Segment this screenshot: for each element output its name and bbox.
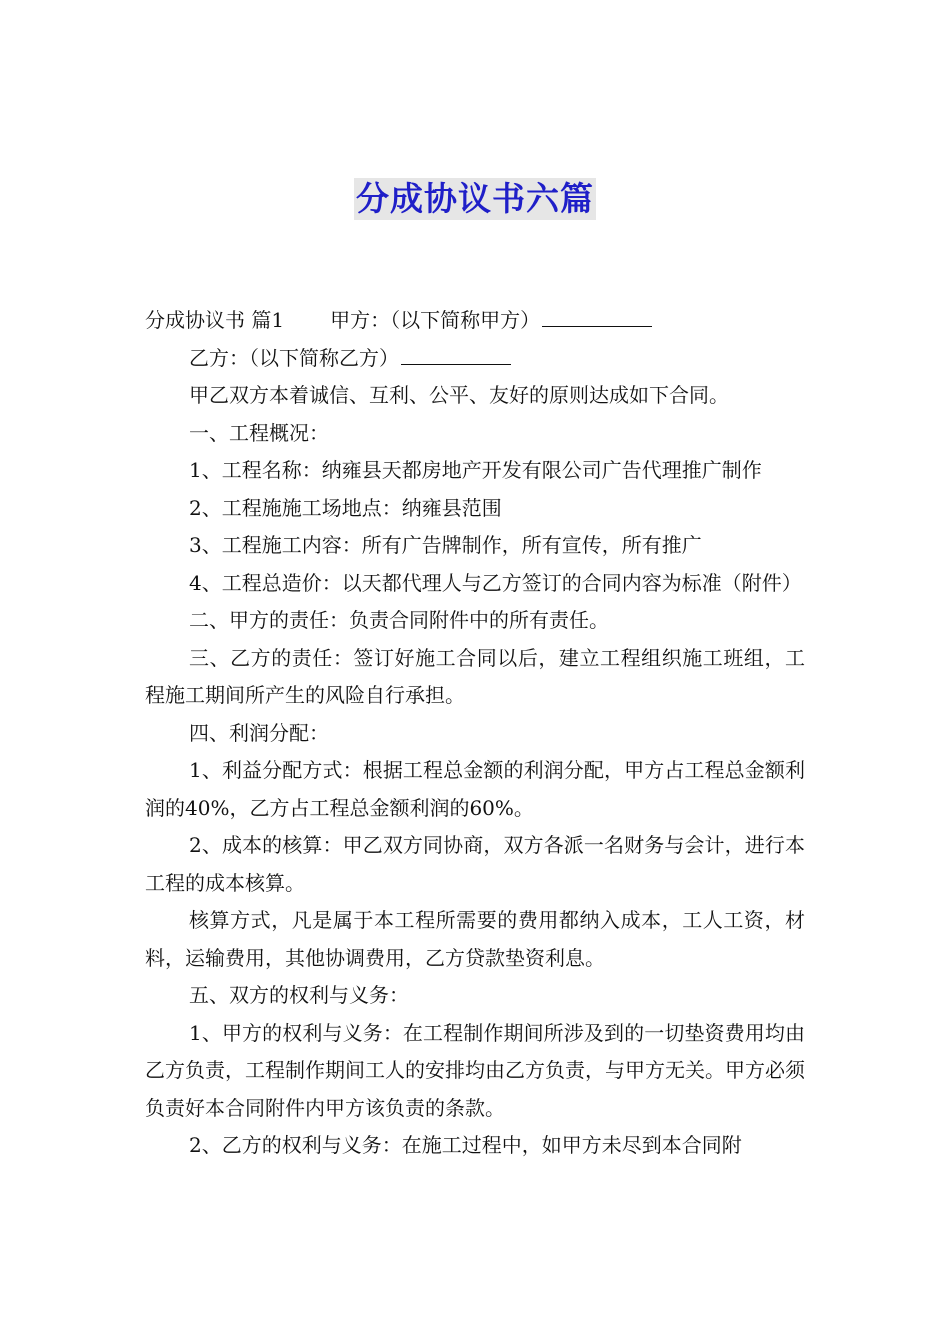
party-b-text: 乙方：（以下简称乙方） (189, 345, 399, 370)
paragraph: 2、工程施施工场地点：纳雍县范围 (189, 495, 502, 520)
title-container (0, 178, 950, 220)
paragraph: 3、工程施工内容：所有广告牌制作，所有宣传，所有推广 (189, 533, 702, 557)
section-heading: 四、利润分配： (189, 720, 329, 745)
paragraph: 4、工程总造价：以天都代理人与乙方签订的合同内容为标准（附件） (189, 570, 802, 595)
document-body (145, 302, 805, 1165)
paragraph: 三、乙方的责任：签订好施工合同以后，建立工程组织施工班组，工程施工期间所产生的风险自行承担。 (145, 645, 805, 707)
paragraph: 1、利益分配方式：根据工程总金额的利润分配，甲方占工程总金额利润的40%，乙方占工程总金额利润的60%。 (145, 758, 805, 820)
paragraph: 1、工程名称：纳雍县天都房地产开发有限公司广告代理推广制作 (189, 458, 762, 482)
party-a-blank-line (542, 306, 652, 327)
paragraph: 二、甲方的责任：负责合同附件中的所有责任。 (189, 608, 609, 632)
document-title: 分成协议书六篇 (356, 179, 594, 218)
paragraph: 甲乙双方本着诚信、互利、公平、友好的原则达成如下合同。 (189, 383, 729, 407)
paragraph: 2、乙方的权利与义务：在施工过程中，如甲方未尽到本合同附 (189, 1133, 742, 1157)
section-label: 分成协议书 篇1 (145, 308, 285, 332)
party-a-line (145, 302, 805, 340)
party-a-text: 甲方：（以下简称甲方） (330, 308, 541, 332)
paragraph: 核算方式，凡是属于本工程所需要的费用都纳入成本，工人工资，材料，运输费用，其他协调费用，乙方贷款垫资利息。 (145, 908, 805, 970)
party-b-line (145, 340, 805, 378)
party-b-blank-line (401, 344, 511, 365)
paragraph: 1、甲方的权利与义务：在工程制作期间所涉及到的一切垫资费用均由乙方负责，工程制作期间工人的安排均由乙方负责，与甲方无关。甲方必须负责好本合同附件内甲方该负责的条款。 (145, 1020, 805, 1120)
section-heading: 一、工程概况： (189, 420, 329, 445)
paragraph: 2、成本的核算：甲乙双方同协商，双方各派一名财务与会计，进行本工程的成本核算。 (145, 833, 805, 895)
section-heading: 五、双方的权利与义务： (189, 983, 409, 1007)
